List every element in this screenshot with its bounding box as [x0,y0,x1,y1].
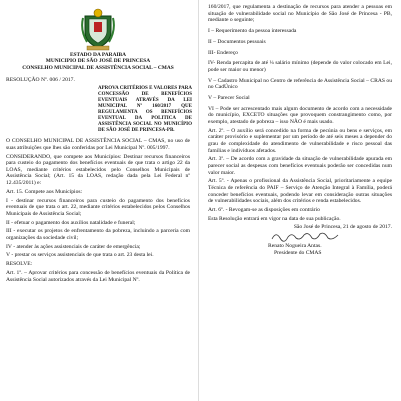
article-2: Art. 2º. – O auxílio será concedido na forma de pecúnia ou bens e serviços, em caráter provisório e suplementar por um período de até seis meses a depender do grau de complexidade do atendimento de vulnerabilidade e risco pessoal das famílias e indivíduos afetados. [208,127,392,154]
clause-i: I - destinar recursos financeiros para custeio do pagamento dos benefícios eventuais de que trata o art. 22, mediante critérios estabelecidos pelos Conselhos Municipais de Assistência Social; [6,197,190,217]
state-name: ESTADO DA PARAIBA [69,52,127,58]
article-5: Art. 5º. - Apenas o profissional da Assistência Social, prioritariamente a equipe Técnica de referência do PAIF – Serviço de Atenção Integral à Família, poderá conceder benefícios eventuais, podendo levar em consideração outras situações de vulnerabilidades sociais, além dos critérios e renda estabelecidos. [208,178,392,205]
article-15-heading: Art. 15. Compete aos Municípios: [6,188,83,195]
left-column [0,0,196,401]
column-divider [198,0,199,401]
letterhead [4,52,192,71]
requirement-ii: II – Documentos pessoais [208,38,266,45]
requirement-iv: IV- Renda percapita de até ¼ salário mínimo (depende do valor colocado em Lei, pode ser maior ou menor) [208,60,392,73]
closing-statement: Esta Resolução entrará em vigor na data de sua publicação. [208,215,341,222]
clause-ii: II - efetuar o pagamento dos auxílios natalidade e funeral; [6,219,136,226]
resolution-number: RESOLUÇÃO Nº. 006 / 2017. [6,77,75,84]
requirement-vi: VI – Pode ser acrescentado mais algum documento de acordo com a necessidade do município, EXCETO situações que provoquem constrangimento como, por exemplo, atestado de pobreza – isso NÃO é mais usado. [208,105,392,126]
council-name: CONSELHO MUNICIPAL DE ASSISTÊNCIA SOCIAL – CMAS [22,64,174,71]
clause-iii: III - executar os projetos de enfrentamento da pobreza, incluindo a parceria com organizações da sociedade civil; [6,228,190,241]
right-column [202,0,398,401]
handwritten-signature [270,229,340,243]
resolve-heading: RESOLVE: [6,261,33,268]
signer-name: Renato Nogueira Antas. [268,243,322,250]
requirement-iii: III- Endereço [208,49,238,56]
signature-block [262,233,392,263]
preamble-paragraph: O CONSELHO MUNICIPAL DE ASSISTÊNCIA SOCIAL – CMAS, no uso de suas atribuições que lhes são conferidas por Lei Municipal Nº. 005/1997. [6,138,190,151]
article-1-continued: 160/2017, que regulamenta a destinação de recursos para atender a pessoas em situação de vulnerabilidade social no Município de São José de Princesa - PB, mediante o seguinte; [208,4,392,24]
municipality-name: MUNICIPIO DE SÃO JOSÉ DE PRINCESA [45,58,151,65]
resolution-abstract: APROVA CRITÉRIOS E VALORES PARA CONCESSÃO DE BENEFÍCIOS EVENTUAIS ATRAVÉS DA LEI MUNICIPAL Nº 160/2017 QUE REGULAMENTA OS BENEFÍCIOS EVENTUAL DA POLITICA DE ASSISTÊNCIA SOCIAL NO MUNICÍPIO DE SÃO JOSÉ DE PRINCESA-PB. [98,86,192,134]
date-line: São José de Princesa, 21 de agosto de 2017. [293,224,392,231]
clause-iv: IV - atender às ações assistenciais de caráter de emergência; [6,243,141,250]
considerando-paragraph: CONSIDERANDO, que compete aos Municípios: Destinar recursos financeiros para custeio do pagamento dos benefícios eventuais de que trata o artigo 22 da LOAS, mediante critérios estabelecidos pelo Conselhos Municipais de Assistência Social; (Art. 15 da LOAS, redação dada pela Lei Federal nº 12.435/2011) e: [6,153,190,186]
article-3: Art. 3º. – De acordo com a gravidade da situação de vulnerabilidade apurada em parecer social as despesas com benefícios eventuais poderão ser concedidas num valor maior. [208,156,392,176]
clause-v: V - prestar os serviços assistenciais de que trata o art. 23 desta lei. [6,252,154,259]
article-1: Art. 1º. – Aprovar critérios para concessão de benefícios eventuais da Política de Assistência Social autorizados através da Lei Municipal Nº. [6,270,190,283]
article-6: Art. 6º. - Revogam-se as disposições em contrário [208,206,320,213]
requirement-i: I – Requerimento da pessoa interessada [208,27,297,34]
requirement-v-parecer: V – Parecer Social [208,95,250,102]
signer-role: Presidente do CMAS [274,250,322,257]
coat-of-arms-icon [81,6,115,52]
requirement-v: V – Cadastro Municipal no Centro de referência de Assistência Social – CRAS ou no CadÚnico [208,77,392,91]
